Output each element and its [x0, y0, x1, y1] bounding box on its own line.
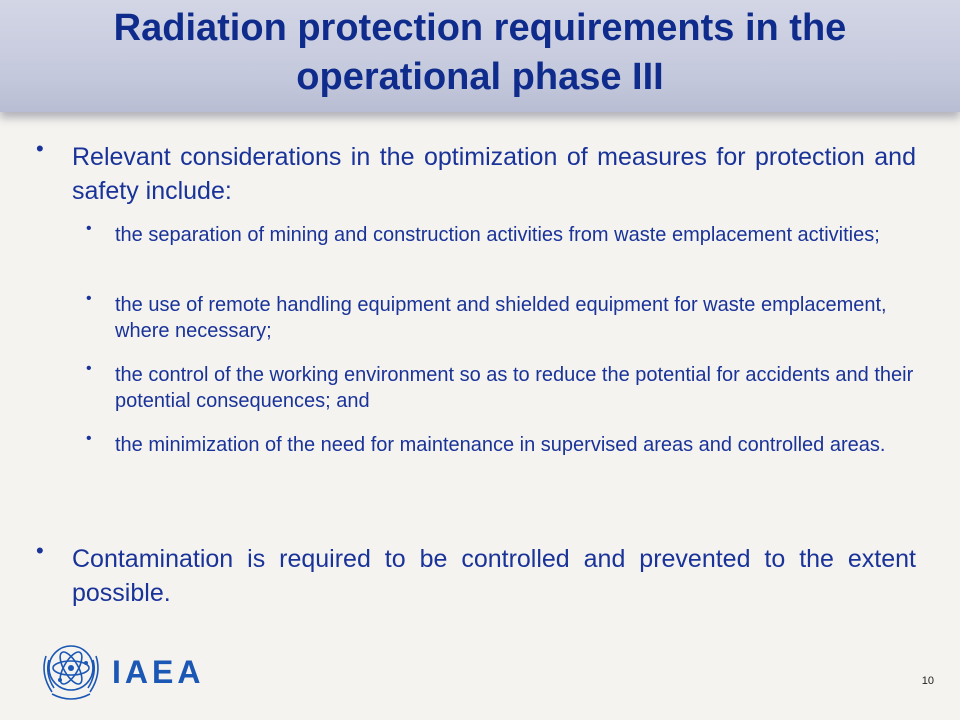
subbullet-marker: •	[86, 430, 92, 447]
subbullet-marker: •	[86, 360, 92, 377]
slide-title: Radiation protection requirements in the operational phase III	[113, 7, 847, 98]
subbullet-2: the use of remote handling equipment and shielded equipment for waste emplacement, where necessary;	[115, 294, 887, 342]
iaea-emblem-icon	[36, 636, 106, 704]
bullet-marker: •	[36, 136, 44, 161]
subbullet-marker: •	[86, 220, 92, 237]
page-number: 10	[921, 675, 934, 687]
subbullet-1: the separation of mining and construction activities from waste emplacement activities;	[115, 224, 880, 246]
bullet-marker: •	[36, 538, 44, 563]
bullet-main-1: Relevant considerations in the optimization of measures for protection and safety include:	[72, 143, 916, 205]
subbullet-marker: •	[86, 290, 92, 307]
bullet-main-2: Contamination is required to be controlled and prevented to the extent possible.	[72, 545, 916, 607]
subbullet-4: the minimization of the need for maintenance in supervised areas and controlled areas.	[115, 434, 886, 456]
subbullet-3: the control of the working environment so as to reduce the potential for accidents and their potential consequences; and	[115, 364, 914, 412]
iaea-logo-text: IAEA	[112, 654, 205, 690]
